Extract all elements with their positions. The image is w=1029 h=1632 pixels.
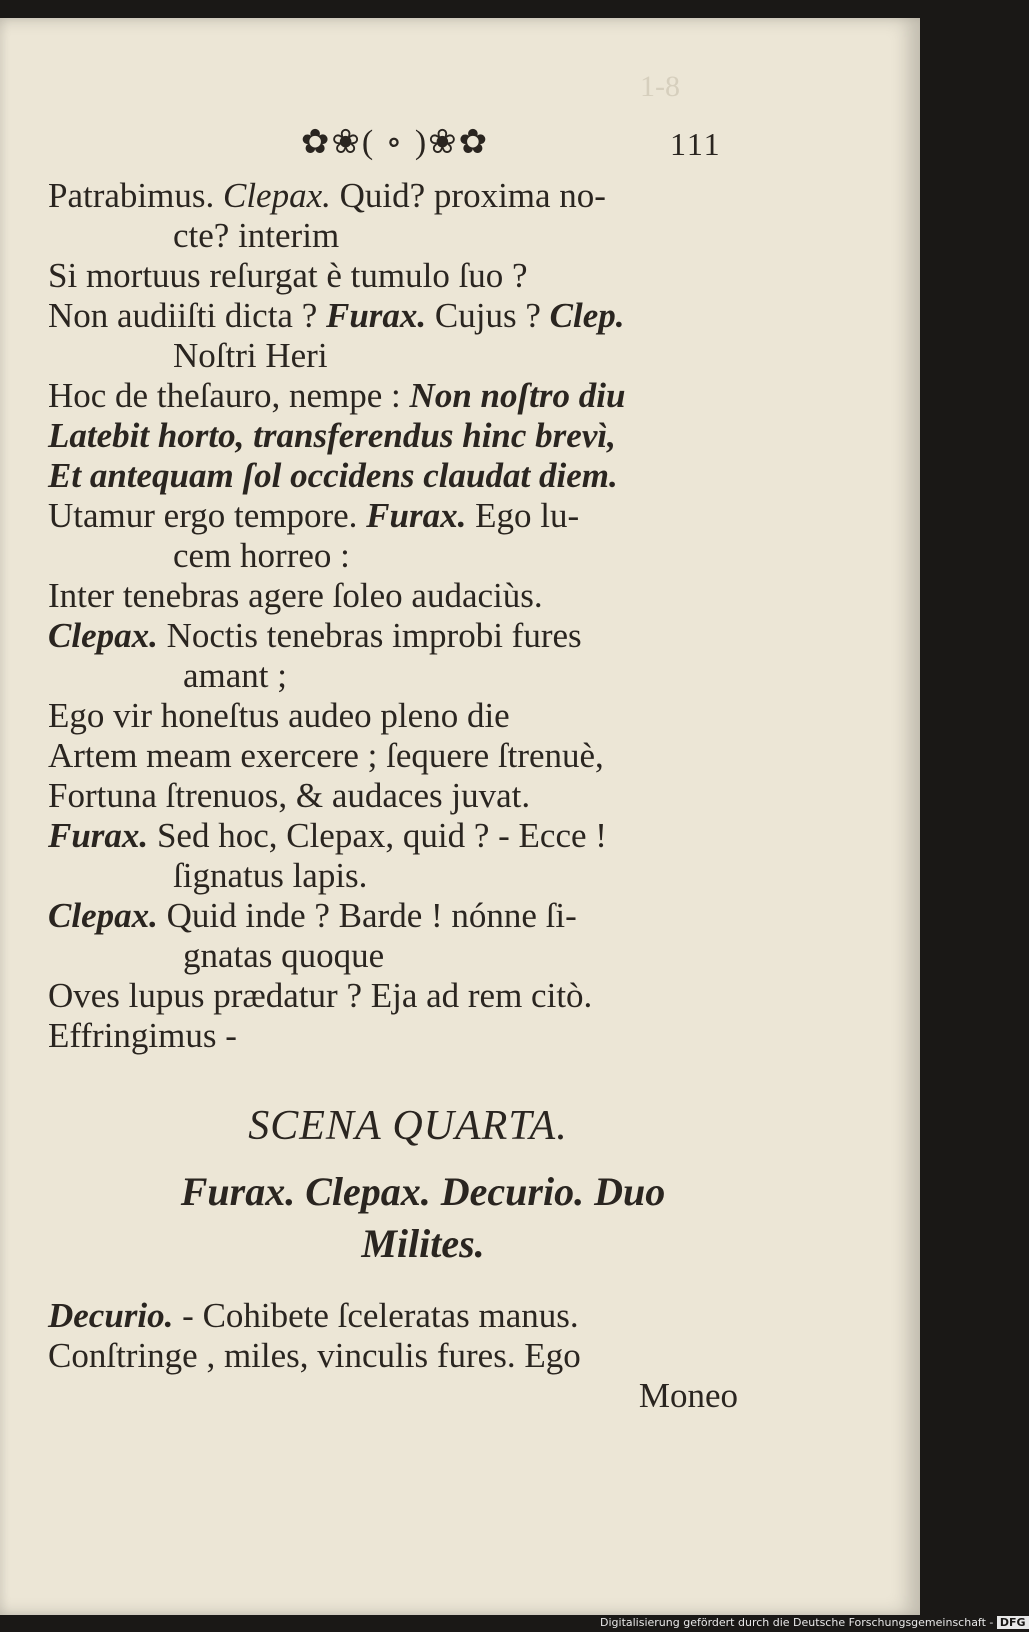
text-line: Fortuna ſtrenuos, & audaces juvat.: [48, 776, 531, 815]
page-header: [0, 118, 920, 168]
text-line: Inter tenebras agere ſoleo audaciùs.: [48, 576, 543, 615]
text-line: Hoc de theſauro, nempe : Non noſtro diu: [48, 376, 626, 415]
dramatis-personae: [48, 1166, 748, 1270]
spacer: [48, 1270, 748, 1296]
persons-line: Milites.: [361, 1221, 485, 1266]
digitization-footer: [600, 1616, 1026, 1632]
text-line: gnatas quoque: [183, 936, 385, 975]
persons-line: Furax. Clepax. Decurio. Duo: [180, 1169, 666, 1214]
text-line: ſignatus lapis.: [173, 856, 368, 895]
text-line: Furax. Sed hoc, Clepax, quid ? - Ecce !: [48, 816, 607, 855]
speaker-name: Furax.: [48, 816, 149, 855]
text-line: cem horreo :: [173, 536, 350, 575]
text-line: Clepax. Quid inde ? Barde ! nónne ſi-: [48, 896, 577, 935]
speaker-name: Clepax.: [48, 616, 158, 655]
quoted-text: Non noſtro diu: [409, 376, 626, 415]
page-number: 111: [670, 126, 722, 162]
text-line: Clepax. Noctis tenebras improbi fures: [48, 616, 582, 655]
speaker-name: Furax.: [325, 296, 427, 335]
book-page: [0, 18, 920, 1615]
speaker-name: Clepax.: [222, 176, 331, 215]
speaker-name: Decurio.: [48, 1296, 174, 1335]
header-ornament: ✿❀( ∘ )❀✿: [300, 124, 490, 161]
text-line: Decurio. - Cohibete ſceleratas manus.: [48, 1296, 579, 1335]
quoted-text: Et antequam ſol occidens claudat diem.: [48, 456, 618, 495]
text-line: Ego vir honeſtus audeo pleno die: [48, 696, 510, 735]
quoted-text: Latebit horto, transferendus hinc brevì,: [48, 416, 616, 455]
text-line: Artem meam exercere ; ſequere ſtrenuè,: [48, 736, 604, 775]
dfg-logo: DFG: [997, 1616, 1029, 1629]
scene-title: SCENA QUARTA.: [248, 1103, 568, 1149]
text-line: Utamur ergo tempore. Furax. Ego lu-: [48, 496, 580, 535]
text-line: amant ;: [183, 656, 287, 695]
bleed-through: 1-8: [640, 70, 680, 103]
text-line: Non audiiſti dicta ? Furax. Cujus ? Clep.: [48, 296, 625, 335]
body-text: [48, 176, 748, 1416]
text-line: Effringimus -: [48, 1016, 237, 1055]
speaker-name: Furax.: [366, 496, 467, 535]
text-line: Noſtri Heri: [173, 336, 328, 375]
catchword: Moneo: [638, 1376, 738, 1415]
footer-text: Digitalisierung gefördert durch die Deutsche Forschungsgemeinschaft -: [600, 1616, 994, 1629]
speaker-name: Clepax.: [48, 896, 158, 935]
speaker-name: Clep.: [549, 296, 625, 335]
text-line: Conſtringe , miles, vinculis fures. Ego: [48, 1336, 581, 1375]
text-line: Si mortuus reſurgat è tumulo ſuo ?: [48, 256, 528, 295]
text-line: cte? interim: [173, 216, 340, 255]
text-line: Oves lupus prædatur ? Eja ad rem citò.: [48, 976, 593, 1015]
text-line: Patrabimus. Clepax. Quid? proxima no-: [48, 176, 606, 215]
